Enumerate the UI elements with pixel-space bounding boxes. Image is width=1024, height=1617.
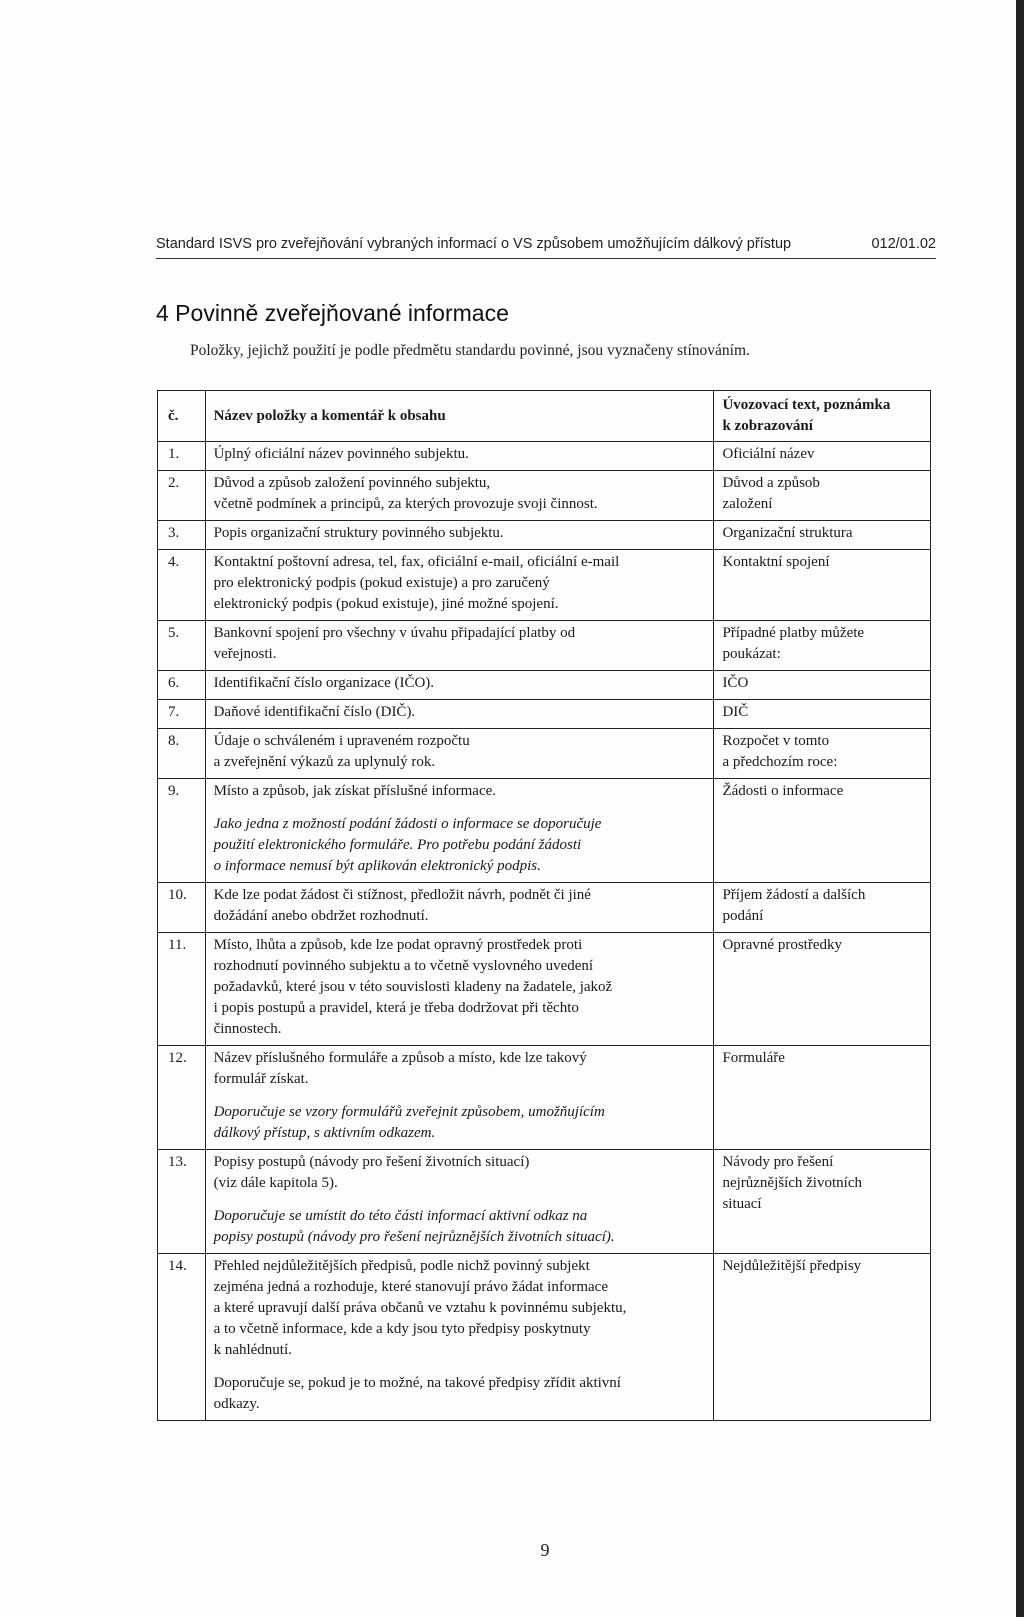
row-display-label: Formuláře xyxy=(714,1046,931,1150)
row-display-label: Žádosti o informace xyxy=(714,779,931,883)
row-number: 14. xyxy=(158,1254,206,1421)
column-header-display: Úvozovací text, poznámka k zobrazování xyxy=(714,391,931,442)
row-display-label: Důvod a způsob založení xyxy=(714,471,931,521)
table-row xyxy=(158,521,931,550)
row-description: Daňové identifikační číslo (DIČ). xyxy=(213,704,416,720)
section-note: Položky, jejichž použití je podle předmětu standardu povinné, jsou vyznačeny stínováním. xyxy=(190,342,750,359)
row-display-label: Návody pro řešení nejrůznějších životních situací xyxy=(714,1150,931,1254)
row-content xyxy=(205,700,714,729)
table-row xyxy=(158,933,931,1046)
row-number: 5. xyxy=(158,621,206,671)
row-number: 6. xyxy=(158,671,206,700)
table-row xyxy=(158,729,931,779)
row-display-label: IČO xyxy=(714,671,931,700)
column-header-number: č. xyxy=(158,391,206,442)
table-row xyxy=(158,779,931,883)
table-row xyxy=(158,621,931,671)
row-number: 7. xyxy=(158,700,206,729)
table-row xyxy=(158,1046,931,1150)
row-number: 10. xyxy=(158,883,206,933)
row-recommendation-note: Doporučuje se umístit do této části informací aktivní odkaz na popisy postupů (návody pro řešení nejrůznějších životních situací). xyxy=(213,1208,615,1245)
row-number: 3. xyxy=(158,521,206,550)
row-description: Údaje o schváleném i upraveném rozpočtu a zveřejnění výkazů za uplynulý rok. xyxy=(213,733,470,770)
row-description: Kontaktní poštovní adresa, tel, fax, oficiální e-mail, oficiální e-mail pro elektronický podpis (pokud existuje) a pro zaručený elektronický podpis (pokud existuje), jiné možné spojení. xyxy=(213,554,620,612)
row-display-label: Rozpočet v tomto a předchozím roce: xyxy=(714,729,931,779)
table-row xyxy=(158,700,931,729)
row-content xyxy=(205,471,714,521)
row-description: Úplný oficiální název povinného subjektu. xyxy=(213,446,469,462)
section-title: 4 Povinně zveřejňované informace xyxy=(156,300,509,326)
header-doc-number: 012/01.02 xyxy=(871,236,936,252)
row-recommendation-note: Doporučuje se vzory formulářů zveřejnit způsobem, umožňujícím dálkový přístup, s aktivním odkazem. xyxy=(213,1104,605,1141)
row-description: Název příslušného formuláře a způsob a místo, kde lze takový formulář získat. xyxy=(213,1050,587,1087)
table-row xyxy=(158,1254,931,1421)
column-header-content: Název položky a komentář k obsahu xyxy=(205,391,714,442)
row-number: 12. xyxy=(158,1046,206,1150)
row-display-label: Opravné prostředky xyxy=(714,933,931,1046)
row-content xyxy=(205,1150,714,1254)
row-description: Popis organizační struktury povinného subjektu. xyxy=(213,525,504,541)
row-description: Místo, lhůta a způsob, kde lze podat opravný prostředek proti rozhodnutí povinného subjektu a to včetně vyslovného uvedení požadavků, které jsou v této souvislosti kladeny na žadatele, jakož i popis postupů a pravidel, která je třeba dodržovat při těchto činnostech. xyxy=(213,937,613,1037)
row-display-label: Oficiální název xyxy=(714,442,931,471)
row-display-label: Nejdůležitější předpisy xyxy=(714,1254,931,1421)
row-display-label: DIČ xyxy=(714,700,931,729)
row-description: Popisy postupů (návody pro řešení životních situací) (viz dále kapitola 5). xyxy=(213,1154,530,1191)
row-recommendation-note: Jako jedna z možností podání žádosti o informace se doporučuje použití elektronického formuláře. Pro potřebu podání žádosti o informace nemusí být aplikován elektronický podpis. xyxy=(213,816,602,874)
row-number: 8. xyxy=(158,729,206,779)
row-recommendation-note: Doporučuje se, pokud je to možné, na takové předpisy zřídit aktivní odkazy. xyxy=(213,1375,621,1412)
table-row xyxy=(158,442,931,471)
page-number: 9 xyxy=(540,1540,550,1560)
row-content xyxy=(205,442,714,471)
row-display-label: Kontaktní spojení xyxy=(714,550,931,621)
row-description: Kde lze podat žádost či stížnost, předložit návrh, podnět či jiné dožádání anebo obdržet rozhodnutí. xyxy=(213,887,591,924)
row-display-label: Případné platby můžete poukázat: xyxy=(714,621,931,671)
row-number: 9. xyxy=(158,779,206,883)
header-title: Standard ISVS pro zveřejňování vybraných informací o VS způsobem umožňujícím dálkový přístup xyxy=(156,236,792,252)
table-row xyxy=(158,1150,931,1254)
running-header xyxy=(156,236,936,259)
row-description: Identifikační číslo organizace (IČO). xyxy=(213,675,435,691)
table-header-row xyxy=(158,391,931,442)
row-content xyxy=(205,521,714,550)
row-description: Místo a způsob, jak získat příslušné informace. xyxy=(213,783,497,799)
items-table xyxy=(157,390,931,1421)
row-content xyxy=(205,621,714,671)
row-content xyxy=(205,1254,714,1421)
row-description: Důvod a způsob založení povinného subjektu, včetně podmínek a principů, za kterých provozuje svoji činnost. xyxy=(213,475,598,512)
row-number: 2. xyxy=(158,471,206,521)
table-row xyxy=(158,671,931,700)
table-row xyxy=(158,550,931,621)
row-content xyxy=(205,671,714,700)
row-description: Přehled nejdůležitějších předpisů, podle nichž povinný subjekt zejména jedná a rozhoduje, které stanovují právo žádat informace a které upravují další práva občanů ve vztahu k povinnému subjektu, a to včetně informace, kde a kdy jsou tyto předpisy poskytnuty k nahlédnutí. xyxy=(213,1258,627,1358)
row-number: 11. xyxy=(158,933,206,1046)
row-content xyxy=(205,933,714,1046)
row-content xyxy=(205,550,714,621)
table-row xyxy=(158,471,931,521)
row-content xyxy=(205,779,714,883)
row-content xyxy=(205,1046,714,1150)
row-display-label: Organizační struktura xyxy=(714,521,931,550)
row-description: Bankovní spojení pro všechny v úvahu připadající platby od veřejnosti. xyxy=(213,625,576,662)
row-content xyxy=(205,729,714,779)
row-display-label: Příjem žádostí a dalších podání xyxy=(714,883,931,933)
row-number: 1. xyxy=(158,442,206,471)
row-content xyxy=(205,883,714,933)
table-row xyxy=(158,883,931,933)
row-number: 4. xyxy=(158,550,206,621)
row-number: 13. xyxy=(158,1150,206,1254)
